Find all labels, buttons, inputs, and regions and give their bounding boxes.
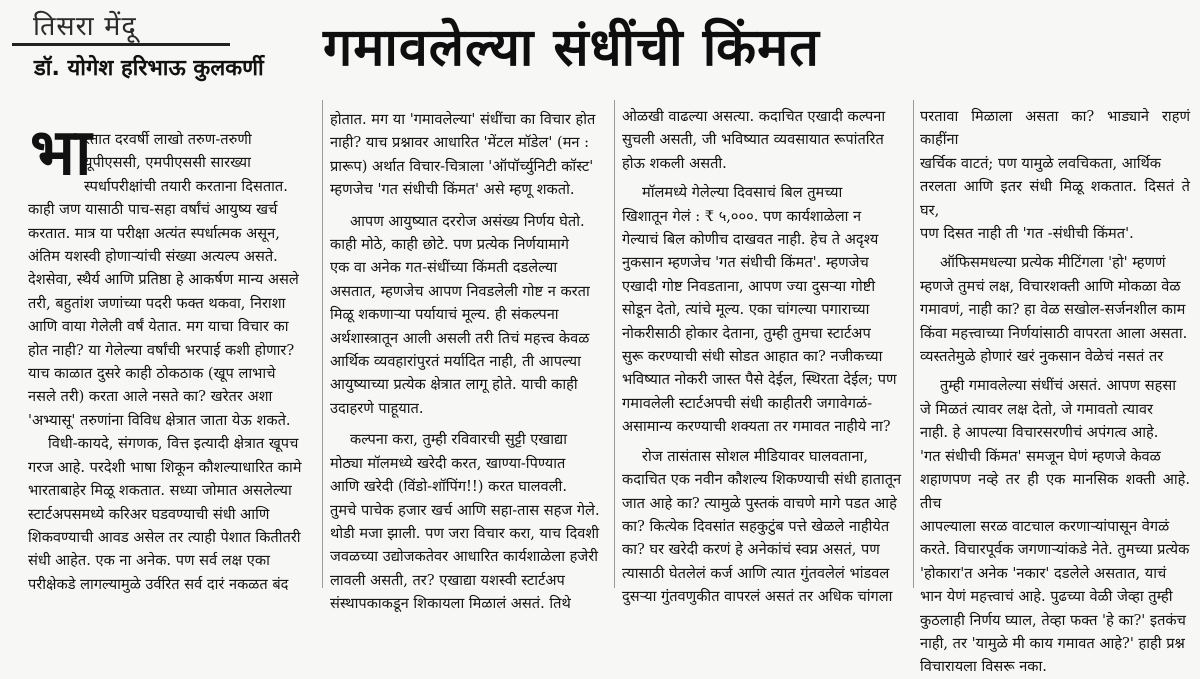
article-column-4 bbox=[920, 105, 1190, 679]
paragraph: आपण आयुष्यात दररोज असंख्य निर्णय घेतो. काही मोठे, काही छोटे. पण प्रत्येक निर्णयामागे एक वा अनेक गत-संधींच्या किंमती दडलेल्या असतात, म्हणजेच आपण निवडलेली गोष्ट न करता मिळू शकणाऱ्या पर्यायाचं मूल्य. ही संकल्पना अर्थशास्त्रातून आली असली तरी तिचं महत्त्व केवळ आर्थिक व्यवहारांपुरतं मर्यादित नाही, ती आपल्या आयुष्याच्या प्रत्येक क्षेत्रात लागू होते. याची काही उदाहरणे पाहूयात. bbox=[330, 212, 590, 417]
drop-cap: भा bbox=[30, 116, 92, 190]
paragraph: रोज तासंतास सोशल मीडियावर घालवताना, कदाचित एक नवीन कौशल्य शिकण्याची संधी हातातून जात आहे का? त्यामुळे पुस्तकं वाचणे मागे पडत आहे का? कित्येक दिवसांत सहकुटुंब पत्ते खेळले नाहीयेत का? घर खरेदी करणं हे अनेकांचं स्वप्न असतं, पण त्यासाठी घेतलेलं कर्ज आणि त्यात गुंतवलेलं भांडवल दुसऱ्या गुंतवणुकीत वापरलं असतं तर अधिक चांगला bbox=[622, 447, 902, 606]
article-column-3 bbox=[622, 105, 906, 609]
column-divider bbox=[913, 100, 914, 588]
article-headline: गमावलेल्या संधींची किंमत bbox=[323, 18, 820, 78]
author-byline: डॉ. योगेश हरिभाऊ कुलकर्णी bbox=[34, 56, 264, 81]
paragraph: रतात दरवर्षी लाखो तरुण-तरुणी यूपीएससी, एमपीएससी सारख्या स्पर्धापरीक्षांची तयारी करताना दिसतात. bbox=[84, 131, 288, 195]
paragraph: विधी-कायदे, संगणक, वित्त इत्यादी क्षेत्रात खूपच गरज आहे. परदेशी भाषा शिकून कौशल्याधारित कामे भारताबाहेर मिळू शकतात. सध्या जोमात असलेल्या स्टार्टअपसमध्ये करिअर घडवण्याची संधी आणि शिकवण्याची आवड असेल तर त्याही पेशात कितीतरी संधी आहेत. एक ना अनेक. पण सर्व लक्ष एका परीक्षेकडे लागल्यामुळे उर्वरित सर्व दारं नकळत बंद bbox=[28, 435, 302, 593]
paragraph: मॉलमध्ये गेलेल्या दिवसाचं बिल तुमच्या खिशातून गेलं : ₹ ५,०००. पण कार्यशाळेला न गेल्याचं बिल कोणीच दाखवत नाही. हेच ते अदृश्य नुकसान म्हणजेच 'गत संधीची किंमत'. म्हणजेच एखादी गोष्ट निवडताना, आपण ज्या दुसऱ्या गोष्टी सोडून देतो, त्यांचे मूल्य. एका चांगल्या पगाराच्या नोकरीसाठी होकार देताना, तुम्ही तुमचा स्टार्टअप सुरू करण्याची संधी सोडत आहात का? नजीकच्या भविष्यात नोकरी जास्त पैसे देईल, स्थिरता देईल; पण गमावलेली स्टार्टअपची संधी काहीतरी जगावेगळं- असामान्य करण्याची शक्यता तर गमावत नाहीये ना? bbox=[622, 184, 897, 436]
paragraph: कल्पना करा, तुम्ही रविवारची सुट्टी एखाद्या मोठ्या मॉलमध्ये खरेदी करत, खाण्या-पिण्यात आणि खरेदी (विंडो-शॉपिंग!!) करत घालवली. तुमचे पाचेक हजार खर्च आणि सहा-तास सहज गेले. थोडी मजा झाली. पण जरा विचार करा, याच दिवशी जवळच्या उद्योजकतेवर आधारित कार्यशाळेला हजेरी लावली असती, तर? एखाद्या यशस्वी स्टार्टअप संस्थापकाकडून शिकायला मिळालं असतं. तिथे bbox=[330, 431, 600, 613]
paragraph: ओळखी वाढल्या असत्या. कदाचित एखादी कल्पना सुचली असती, जी भविष्यात व्यवसायात रूपांतरित होऊ शकली असती. bbox=[622, 108, 886, 172]
column-divider bbox=[322, 100, 323, 588]
paragraph: होतात. मग या 'गमावलेल्या' संधींचा का विचार होत नाही? याच प्रश्नावर आधारित 'मेंटल मॉडेल' (मन : प्रारूप) अर्थात विचार-चित्राला 'ऑपॉर्च्युनिटी कॉस्ट' म्हणजेच 'गत संधीची किंमत' असे म्हणू शकतो. bbox=[330, 111, 596, 199]
column-name: तिसरा मेंदू bbox=[33, 11, 137, 42]
paragraph: काही जण यासाठी पाच-सहा वर्षांचं आयुष्य खर्च करतात. मात्र या परीक्षा अत्यंत स्पर्धात्मक असून, अंतिम यशस्वी होणाऱ्यांची संख्या अत्यल्प असते. देशसेवा, स्थैर्य आणि प्रतिष्ठा हे आकर्षण मान्य असले तरी, बहुतांश जणांच्या पदरी फक्त थकवा, निराशा आणि वाया गेलेली वर्षं येतात. मग याचा विचार का होत नाही? या गेलेल्या वर्षांची भरपाई कशी होणार? याच काळात दुसरे काही ठोकठाक (खूप लाभाचे नसले तरी) करता आले नसते का? खरेतर अशा 'अभ्यासू' तरुणांना विविध क्षेत्रात जाता येऊ शकते. bbox=[28, 201, 299, 429]
kicker-divider bbox=[12, 43, 230, 46]
paragraph: तुम्ही गमावलेल्या संधींचं असतं. आपण सहसा जे मिळतं त्यावर लक्ष देतो, जे गमावतो त्यावर नाही. हे आपल्या विचारसरणीचं अपंगत्व आहे. 'गत संधीची किंमत' समजून घेणं म्हणजे केवळ शहाणपण नव्हे तर ही एक मानसिक शक्ती आहे. तीच आपल्याला सरळ वाटचाल करणाऱ्यांपासून वेगळं करते. विचारपूर्वक जगणाऱ्यांकडे नेते. तुमच्या प्रत्येक 'होकारा'त अनेक 'नकार' दडलेले असतात, याचं भान येणं महत्त्वाचं आहे. पुढच्या वेळी जेव्हा तुम्ही कुठलाही निर्णय घ्याल, तेव्हा फक्त 'हे का?' इतकंच नाही, तर 'यामुळे मी काय गमावत आहे?' हाही प्रश्न विचारायला विसरू नका. bbox=[920, 377, 1190, 676]
article-column-1 bbox=[28, 128, 318, 596]
paragraph: परतावा मिळाला असता का? भाड्याने राहणं काहींना खर्चिक वाटतं; पण यामुळे लवचिकता, आर्थिक तरलता आणि इतर संधी मिळू शकतात. दिसतं ते घर, पण दिसत नाही ती 'गत -संधीची किंमत'. bbox=[920, 108, 1190, 243]
column-divider bbox=[614, 100, 615, 588]
paragraph: ऑफिसमधल्या प्रत्येक मीटिंगला 'हो' म्हणणं म्हणजे तुमचं लक्ष, विचारशक्ती आणि मोकळा वेळ गमावणं, नाही का? हा वेळ सखोल-सर्जनशील काम किंवा महत्त्वाच्या निर्णयांसाठी वापरता आला असता. व्यस्ततेमुळे होणारं खरं नुकसान वेळेचं नसतं तर bbox=[920, 254, 1188, 366]
article-column-2 bbox=[330, 108, 608, 616]
